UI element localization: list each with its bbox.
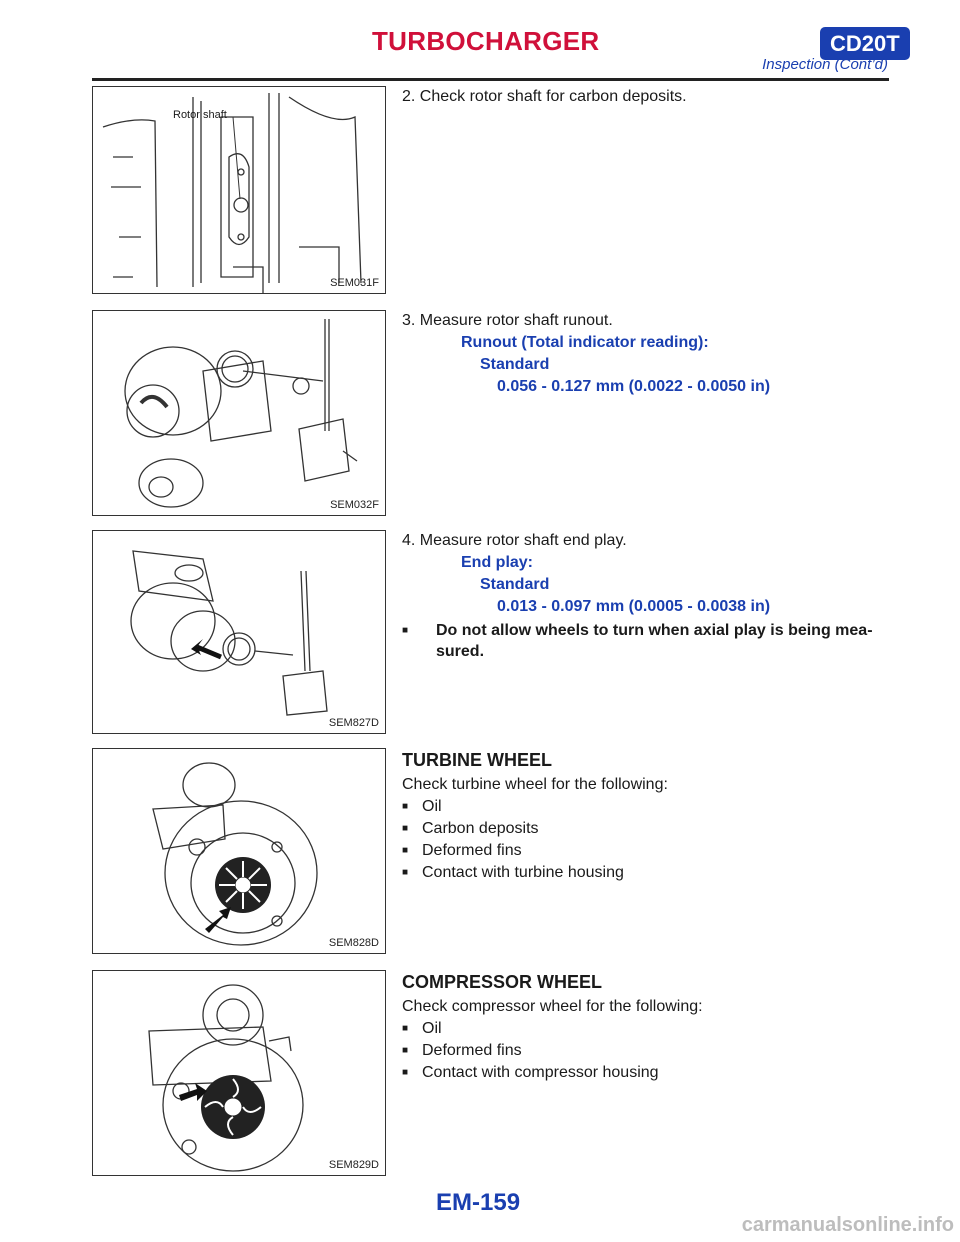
turbine-wheel-intro: Check turbine wheel for the following: [402, 776, 668, 793]
bullet-mark: ■ [402, 1023, 409, 1034]
figure-code: SEM031F [330, 277, 379, 289]
bullet-mark: ■ [402, 1067, 409, 1078]
bullet-mark: ■ [402, 625, 409, 636]
list-item [402, 798, 442, 816]
list-item [402, 1020, 442, 1038]
list-item-text: Oil [422, 1020, 442, 1037]
turbine-wheel-heading: TURBINE WHEEL [402, 750, 552, 770]
rotor-shaft-callout: Rotor shaft [173, 109, 227, 121]
figure-compressor-wheel [92, 970, 386, 1176]
figure-code: SEM827D [328, 717, 379, 729]
list-item-text: Carbon deposits [422, 820, 539, 837]
step-2-text: 2. Check rotor shaft for carbon deposits. [402, 88, 687, 105]
list-item [402, 864, 624, 882]
figure-rotor-shaft [92, 86, 386, 294]
list-item-text: Oil [422, 798, 442, 815]
bullet-mark: ■ [402, 1045, 409, 1056]
figure-code: SEM828D [328, 937, 379, 949]
header-divider [92, 78, 889, 81]
figure-end-play [92, 530, 386, 734]
figure-code: SEM829D [328, 1159, 379, 1171]
engine-code-badge: CD20T [820, 27, 910, 60]
bullet-mark: ■ [402, 845, 409, 856]
compressor-wheel-heading: COMPRESSOR WHEEL [402, 972, 603, 992]
runout-standard-label: Standard [480, 356, 550, 373]
figure-turbine-wheel [92, 748, 386, 954]
compressor-wheel-intro: Check compressor wheel for the following: [402, 998, 703, 1015]
list-item [402, 1064, 659, 1082]
bullet-mark: ■ [402, 823, 409, 834]
step-4-text: 4. Measure rotor shaft end play. [402, 532, 627, 549]
list-item [402, 842, 522, 860]
list-item-text: Deformed fins [422, 1042, 522, 1059]
section-title: TURBOCHARGER [372, 26, 600, 56]
bullet-mark: ■ [402, 801, 409, 812]
runout-spec-label: Runout (Total indicator reading): [461, 334, 709, 351]
endplay-spec-label: End play: [461, 554, 534, 571]
list-item [402, 1042, 522, 1060]
endplay-caution-note [402, 620, 892, 662]
turbine-wheel-illustration [93, 749, 385, 953]
list-item-text: Contact with turbine housing [422, 864, 624, 881]
watermark: carmanualsonline.info [741, 1214, 954, 1236]
endplay-standard-value: 0.013 - 0.097 mm (0.0005 - 0.0038 in) [497, 598, 771, 615]
compressor-wheel-illustration [93, 971, 385, 1175]
runout-illustration [93, 311, 385, 515]
list-item-text: Deformed fins [422, 842, 522, 859]
list-item [402, 820, 539, 838]
figure-code: SEM032F [330, 499, 379, 511]
end-play-illustration [93, 531, 385, 733]
list-item-text: Contact with compressor housing [422, 1064, 659, 1081]
endplay-caution-text: Do not allow wheels to turn when axial play is being mea-sured. [436, 622, 873, 660]
endplay-standard-label: Standard [480, 576, 550, 593]
section-subtitle: Inspection (Cont’d) [762, 56, 888, 73]
rotor-shaft-illustration [93, 87, 385, 293]
page-number: EM-159 [436, 1189, 521, 1216]
runout-standard-value: 0.056 - 0.127 mm (0.0022 - 0.0050 in) [497, 378, 771, 395]
figure-runout [92, 310, 386, 516]
step-3-text: 3. Measure rotor shaft runout. [402, 312, 613, 329]
bullet-mark: ■ [402, 867, 409, 878]
